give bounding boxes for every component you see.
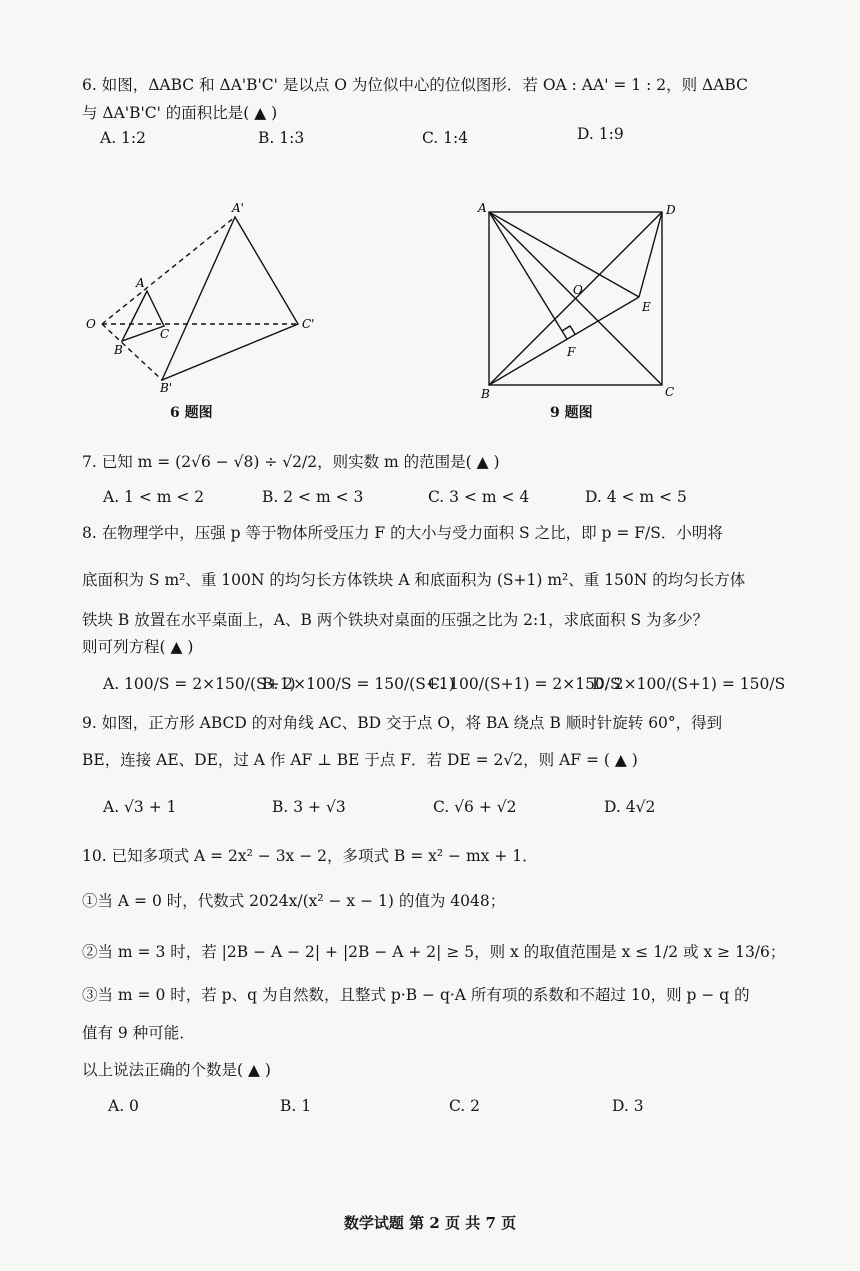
q8-stem-line4: 则可列方程( ▲ ) xyxy=(82,638,194,656)
q10-option-b: B. 1 xyxy=(280,1097,312,1115)
q8-stem-line2: 底面积为 S m²、重 100N 的均匀长方体铁块 A 和底面积为 (S+1) m²、重 150N 的均匀长方体 xyxy=(82,571,746,589)
q9-figure xyxy=(475,200,690,405)
q6-option-d: D. 1:9 xyxy=(577,125,624,143)
q10-stem: 10. 已知多项式 A = 2x² − 3x − 2，多项式 B = x² − mx + 1． xyxy=(82,847,538,865)
q6-figure-caption: 6 题图 xyxy=(170,405,213,421)
q7-option-d: D. 4 < m < 5 xyxy=(585,488,687,506)
q6-label-a-prime: A' xyxy=(232,201,244,215)
q9-option-c: C. √6 + √2 xyxy=(433,798,517,816)
q9-figure-caption: 9 题图 xyxy=(550,405,593,421)
q10-statement-3-line1: ③当 m = 0 时，若 p、q 为自然数，且整式 p·B − q·A 所有项的系数和不超过 10，则 p − q 的 xyxy=(82,986,750,1004)
q7-option-b: B. 2 < m < 3 xyxy=(262,488,364,506)
q8-option-a: A. 100/S = 2×150/(S+1) xyxy=(103,675,296,693)
q9-label-c: C xyxy=(665,385,675,399)
q6-option-c: C. 1:4 xyxy=(422,129,469,147)
q9-stem-line2: BE，连接 AE、DE，过 A 作 AF ⊥ BE 于点 F．若 DE = 2√2，则 AF = ( ▲ ) xyxy=(82,751,638,769)
q9-label-f: F xyxy=(567,345,576,359)
q8-option-b: B. 2×100/S = 150/(S+1) xyxy=(262,675,455,693)
q6-label-c: C xyxy=(160,327,170,341)
q6-stem-line2: 与 ΔA'B'C' 的面积比是( ▲ ) xyxy=(82,104,278,122)
q9-label-o: O xyxy=(573,283,583,297)
q8-option-c: C. 100/(S+1) = 2×150/S xyxy=(428,675,621,693)
q7-stem: 7. 已知 m = (2√6 − √8) ÷ √2/2，则实数 m 的范围是( ▲ ) xyxy=(82,453,500,471)
q10-statement-1: ①当 A = 0 时，代数式 2024x/(x² − x − 1) 的值为 4048； xyxy=(82,892,506,910)
page-footer: 数学试题 第 2 页 共 7 页 xyxy=(343,1214,517,1232)
q8-stem-line3: 铁块 B 放置在水平桌面上，A、B 两个铁块对桌面的压强之比为 2:1，求底面积 S 为多少？ xyxy=(82,611,709,629)
q7-option-a: A. 1 < m < 2 xyxy=(103,488,205,506)
q6-label-b: B xyxy=(114,343,123,357)
q9-option-a: A. √3 + 1 xyxy=(103,798,177,816)
q6-figure xyxy=(80,195,330,395)
q10-option-c: C. 2 xyxy=(449,1097,481,1115)
q9-option-d: D. 4√2 xyxy=(604,798,656,816)
q6-label-c-prime: C' xyxy=(302,317,315,331)
q10-option-a: A. 0 xyxy=(108,1097,139,1115)
q9-label-b: B xyxy=(481,387,490,401)
q8-option-d: D. 2×100/(S+1) = 150/S xyxy=(592,675,786,693)
q10-statement-3-line2: 值有 9 种可能． xyxy=(82,1024,195,1042)
q10-statement-2: ②当 m = 3 时，若 |2B − A − 2| + |2B − A + 2| ≥ 5，则 x 的取值范围是 x ≤ 1/2 或 x ≥ 13/6； xyxy=(82,943,786,961)
q10-question: 以上说法正确的个数是( ▲ ) xyxy=(82,1061,271,1079)
q8-stem-line1: 8. 在物理学中，压强 p 等于物体所受压力 F 的大小与受力面积 S 之比，即 p = F/S．小明将 xyxy=(82,524,723,542)
q10-option-d: D. 3 xyxy=(612,1097,644,1115)
q9-option-b: B. 3 + √3 xyxy=(272,798,346,816)
q9-label-a: A xyxy=(478,201,487,215)
q6-label-a: A xyxy=(136,276,145,290)
q6-label-o: O xyxy=(86,317,96,331)
q6-label-b-prime: B' xyxy=(160,381,173,395)
q6-option-b: B. 1:3 xyxy=(258,129,305,147)
q9-stem-line1: 9. 如图，正方形 ABCD 的对角线 AC、BD 交于点 O，将 BA 绕点 B 顺时针旋转 60°，得到 xyxy=(82,714,723,732)
q6-option-a: A. 1:2 xyxy=(100,129,146,147)
q7-option-c: C. 3 < m < 4 xyxy=(428,488,530,506)
q9-label-e: E xyxy=(642,300,651,314)
q9-label-d: D xyxy=(666,203,676,217)
q6-stem-line1: 6. 如图，ΔABC 和 ΔA'B'C' 是以点 O 为位似中心的位似图形．若 OA : AA' = 1 : 2，则 ΔABC xyxy=(82,76,748,94)
